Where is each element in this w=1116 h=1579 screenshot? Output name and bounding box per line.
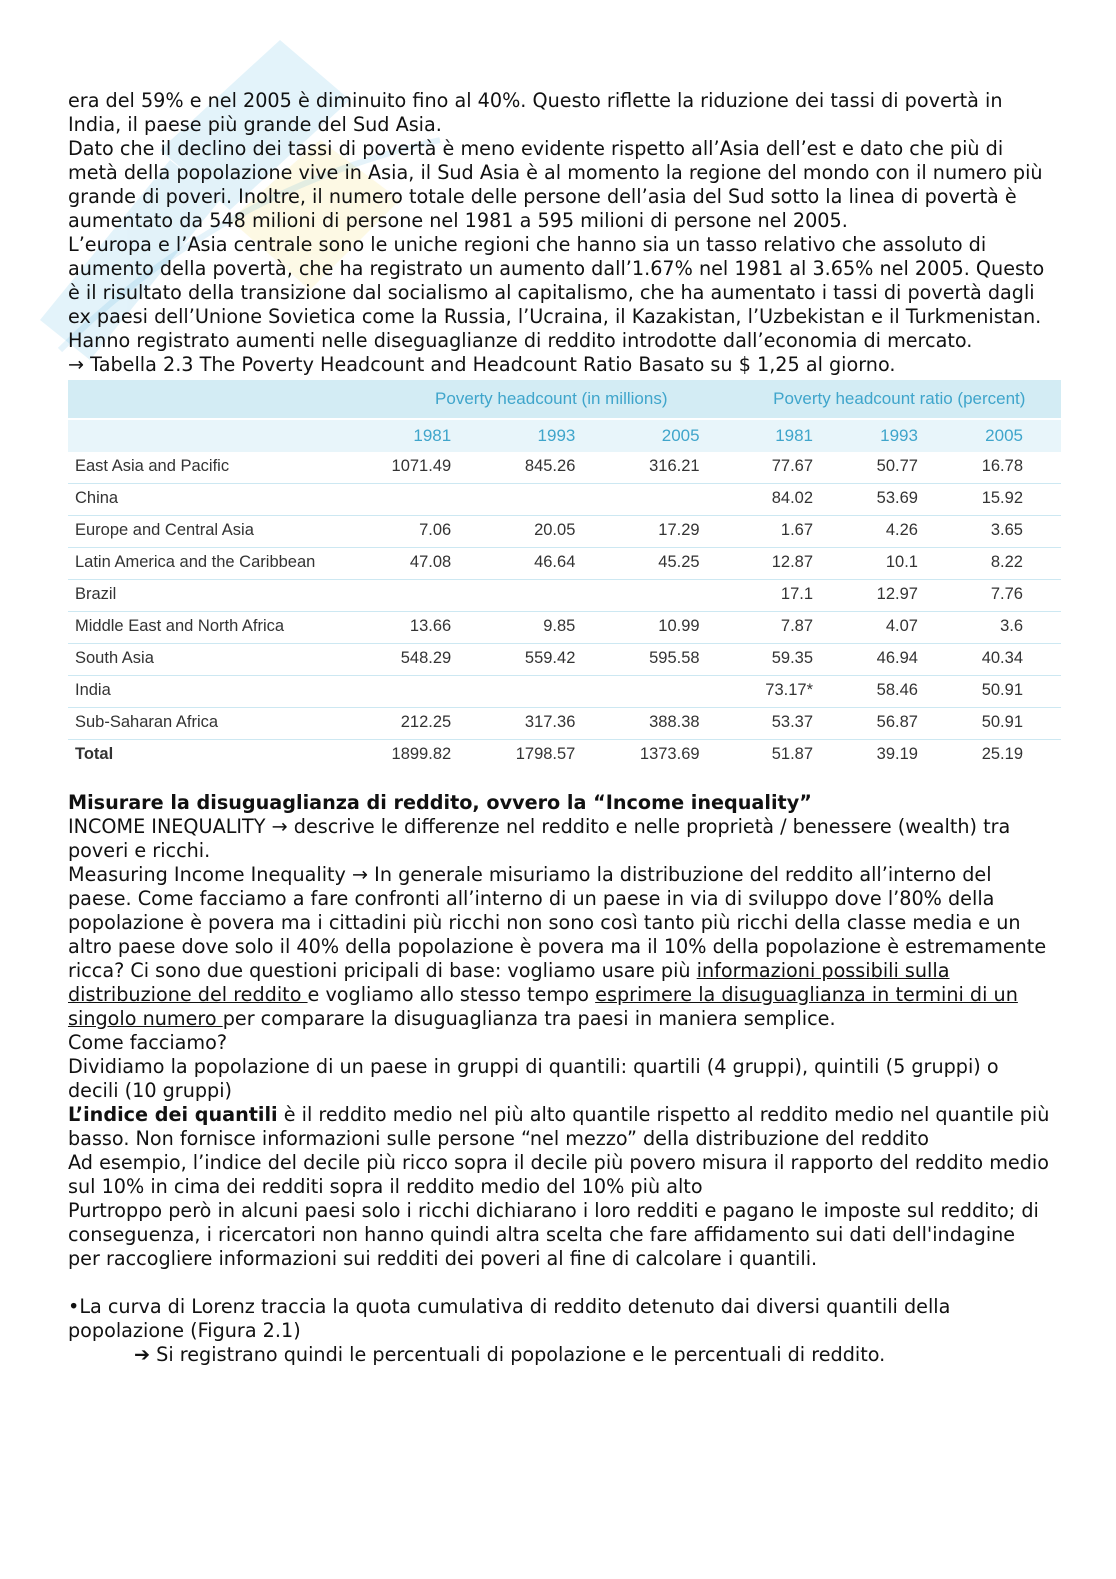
section-heading-text: Misurare la disuguaglianza di reddito, ovvero la “Income inequality” (68, 791, 812, 814)
table-cell: 45.25 (613, 548, 737, 580)
table-cell: 845.26 (489, 452, 613, 484)
definition-text: descrive le differenze nel reddito e nelle proprietà / benessere (wealth) tra poveri e ricchi. (68, 815, 1011, 862)
table-row (68, 516, 1061, 548)
table-caption-text: Tabella 2.3 The Poverty Headcount and Headcount Ratio Basato su $ 1,25 al giorno. (84, 353, 896, 376)
year-header: 2005 (613, 419, 737, 452)
table-row (68, 612, 1061, 644)
table-cell (613, 580, 737, 612)
table-cell: 317.36 (489, 708, 613, 740)
arrow-icon: → (68, 353, 85, 376)
poverty-table (68, 380, 1061, 771)
table-cell: 16.78 (956, 452, 1061, 484)
row-label: Middle East and North Africa (68, 612, 365, 644)
row-label: Brazil (68, 580, 365, 612)
measuring-term: Measuring Income Inequality (68, 863, 352, 886)
row-label: South Asia (68, 644, 365, 676)
table-cell (489, 676, 613, 708)
table-cell: 12.87 (738, 548, 851, 580)
table-cell: 47.08 (365, 548, 489, 580)
table-cell: 10.1 (851, 548, 956, 580)
table-row (68, 484, 1061, 516)
measuring-text-1: In generale misuriamo la distribuzione del reddito all’interno del paese. Come facciamo a fare confronti all’interno di un paese in via di sviluppo dove l’80% della popolazione è povera ma i cittadini più ricchi non sono così tanto più ricchi della classe media e un altro paese dove solo il 40% della popolazione è povera ma il 10% della popolazione è estremamente ricca? Ci sono due questioni pricipali di base: vogliamo usare più (68, 863, 1047, 982)
paragraph-quantiles: Dividiamo la popolazione di un paese in gruppi di quantili: quartili (4 gruppi), quintili (5 gruppi) o decili (10 gruppi) (68, 1055, 999, 1102)
row-label: China (68, 484, 365, 516)
table-cell: 7.87 (738, 612, 851, 644)
table-cell: 595.58 (613, 644, 737, 676)
year-header: 1993 (489, 419, 613, 452)
table-cell: 73.17* (738, 676, 851, 708)
paragraph-index (68, 1103, 1053, 1151)
table-row (68, 644, 1061, 676)
group-header-ratio: Poverty headcount ratio (percent) (738, 380, 1061, 419)
table-cell (489, 580, 613, 612)
paragraph-example: Ad esempio, l’indice del decile più ricco sopra il decile più povero misura il rapporto del reddito medio sul 10% in cima dei redditi sopra il reddito medio del 10% più alto (68, 1151, 1049, 1198)
table-cell: 15.92 (956, 484, 1061, 516)
table-cell: 20.05 (489, 516, 613, 548)
table-cell: 548.29 (365, 644, 489, 676)
table-group-header-row (68, 380, 1061, 419)
table-row (68, 580, 1061, 612)
group-header-headcount: Poverty headcount (in millions) (365, 380, 738, 419)
table-cell: 25.19 (981, 745, 1023, 763)
table-year-header-row (68, 419, 1061, 452)
row-label: Total (75, 745, 114, 763)
table-cell: 4.26 (851, 516, 956, 548)
table-cell: 46.64 (489, 548, 613, 580)
table-header-blank (68, 419, 365, 452)
row-label: Europe and Central Asia (68, 516, 365, 548)
table-cell: 77.67 (738, 452, 851, 484)
arrow-icon: → (352, 863, 369, 886)
table-cell: 1899.82 (391, 745, 452, 763)
row-label: Sub-Saharan Africa (68, 708, 365, 740)
table-cell: 50.91 (956, 708, 1061, 740)
table-cell: 59.35 (738, 644, 851, 676)
table-header-blank (68, 380, 365, 419)
table-cell: 1071.49 (365, 452, 489, 484)
table-cell: 559.42 (489, 644, 613, 676)
table-cell: 53.37 (738, 708, 851, 740)
table-cell (613, 484, 737, 516)
table-cell: 4.07 (851, 612, 956, 644)
table-cell (489, 484, 613, 516)
table-cell: 1798.57 (515, 745, 576, 763)
arrow-icon: → (271, 815, 288, 838)
paragraph-final (68, 1343, 1053, 1367)
table-cell (613, 676, 737, 708)
table-cell (365, 580, 489, 612)
table-row-total (68, 740, 1061, 772)
paragraph-lorenz: •La curva di Lorenz traccia la quota cumulativa di reddito detenuto dai diversi quantili della popolazione (Figura 2.1) (68, 1295, 951, 1342)
table-cell: 212.25 (365, 708, 489, 740)
table-cell: 17.29 (613, 516, 737, 548)
table-cell: 53.69 (851, 484, 956, 516)
table-cell: 9.85 (489, 612, 613, 644)
table-cell: 1373.69 (639, 745, 700, 763)
table-cell: 10.99 (613, 612, 737, 644)
table-cell: 40.34 (956, 644, 1061, 676)
table-cell: 39.19 (876, 745, 918, 763)
measuring-text-3: per comparare la disuguaglianza tra paesi in maniera semplice. (222, 1007, 836, 1030)
paragraph-unfortunately: Purtroppo però in alcuni paesi solo i ricchi dichiarano i loro redditi e pagano le imposte sul reddito; di conseguenza, i ricercatori non hanno quindi altra scelta che fare affidamento sui dati dell'indagine per raccogliere informazioni sui redditi dei poveri al fine di calcolare i quantili. (68, 1199, 1039, 1270)
table-cell (365, 484, 489, 516)
bold-arrow-icon: ➔ (134, 1343, 151, 1366)
poverty-table-container (68, 380, 1061, 771)
year-header: 1981 (365, 419, 489, 452)
table-cell: 7.06 (365, 516, 489, 548)
row-label: Latin America and the Caribbean (68, 548, 365, 580)
table-row (68, 452, 1061, 484)
paragraph-definition (68, 815, 1053, 863)
year-header: 2005 (956, 419, 1061, 452)
section-heading (68, 791, 1053, 815)
table-cell: 13.66 (365, 612, 489, 644)
table-cell: 7.76 (956, 580, 1061, 612)
year-header: 1993 (851, 419, 956, 452)
final-text: Si registrano quindi le percentuali di popolazione e le percentuali di reddito. (150, 1343, 886, 1366)
document-page (68, 89, 1053, 1367)
table-cell: 56.87 (851, 708, 956, 740)
table-caption (68, 353, 1053, 377)
table-cell: 12.97 (851, 580, 956, 612)
paragraph-south-asia: Dato che il declino dei tassi di povertà è meno evidente rispetto all’Asia dell’est e dato che più di metà della popolazione vive in Asia, il Sud Asia è al momento la regione del mondo con il numero più grande di poveri. Inoltre, il numero totale delle persone dell’asia del Sud sotto la linea di povertà è aumentato da 548 milioni di persone nel 1981 a 595 milioni di persone nel 2005. (68, 137, 1043, 232)
paragraph-europe: L’europa e l’Asia centrale sono le uniche regioni che hanno sia un tasso relativo che assoluto di aumento della povertà, che ha registrato un aumento dall’1.67% nel 1981 al 3.65% nel 2005. Questo è il risultato della transizione dal socialismo al capitalismo, che ha aumentato i tassi di povertà dagli ex paesi dell’Unione Sovietica come la Russia, l’Ucraina, il Kazakistan, l’Uzbekistan e il Turkmenistan. Hanno registrato aumenti nelle diseguaglianze di reddito introdotte dall’economia di mercato. (68, 233, 1045, 352)
row-label: India (68, 676, 365, 708)
table-row (68, 708, 1061, 740)
table-cell (365, 676, 489, 708)
table-cell: 3.6 (956, 612, 1061, 644)
paragraph-measuring (68, 863, 1053, 1031)
index-text: è il reddito medio nel più alto quantile rispetto al reddito medio nel quantile più basso. Non fornisce informazioni sulle persone “nel mezzo” della distribuzione del reddito (68, 1103, 1050, 1150)
table-cell: 51.87 (771, 745, 814, 763)
table-cell: 3.65 (956, 516, 1061, 548)
paragraph-intro: era del 59% e nel 2005 è diminuito fino al 40%. Questo riflette la riduzione dei tassi di povertà in India, il paese più grande del Sud Asia. (68, 89, 1003, 136)
table-cell: 17.1 (738, 580, 851, 612)
table-cell: 50.91 (956, 676, 1061, 708)
measuring-underline-2: esprimere la disuguaglianza in termini di un singolo numero (68, 983, 1018, 1030)
measuring-text-2: e vogliamo allo stesso tempo (307, 983, 596, 1006)
table-cell: 50.77 (851, 452, 956, 484)
table-cell: 1.67 (738, 516, 851, 548)
table-cell: 46.94 (851, 644, 956, 676)
year-header: 1981 (738, 419, 851, 452)
table-row (68, 676, 1061, 708)
table-cell: 8.22 (956, 548, 1061, 580)
table-cell: 316.21 (613, 452, 737, 484)
table-row (68, 548, 1061, 580)
paragraph-how: Come facciamo? (68, 1031, 228, 1054)
index-bold-term: L’indice dei quantili (68, 1103, 278, 1126)
row-label: East Asia and Pacific (68, 452, 365, 484)
measuring-underline-1: informazioni possibili sulla distribuzione del reddito (68, 959, 950, 1006)
table-cell: 58.46 (851, 676, 956, 708)
table-cell: 388.38 (613, 708, 737, 740)
definition-term: INCOME INEQUALITY (68, 815, 272, 838)
table-cell: 84.02 (738, 484, 851, 516)
